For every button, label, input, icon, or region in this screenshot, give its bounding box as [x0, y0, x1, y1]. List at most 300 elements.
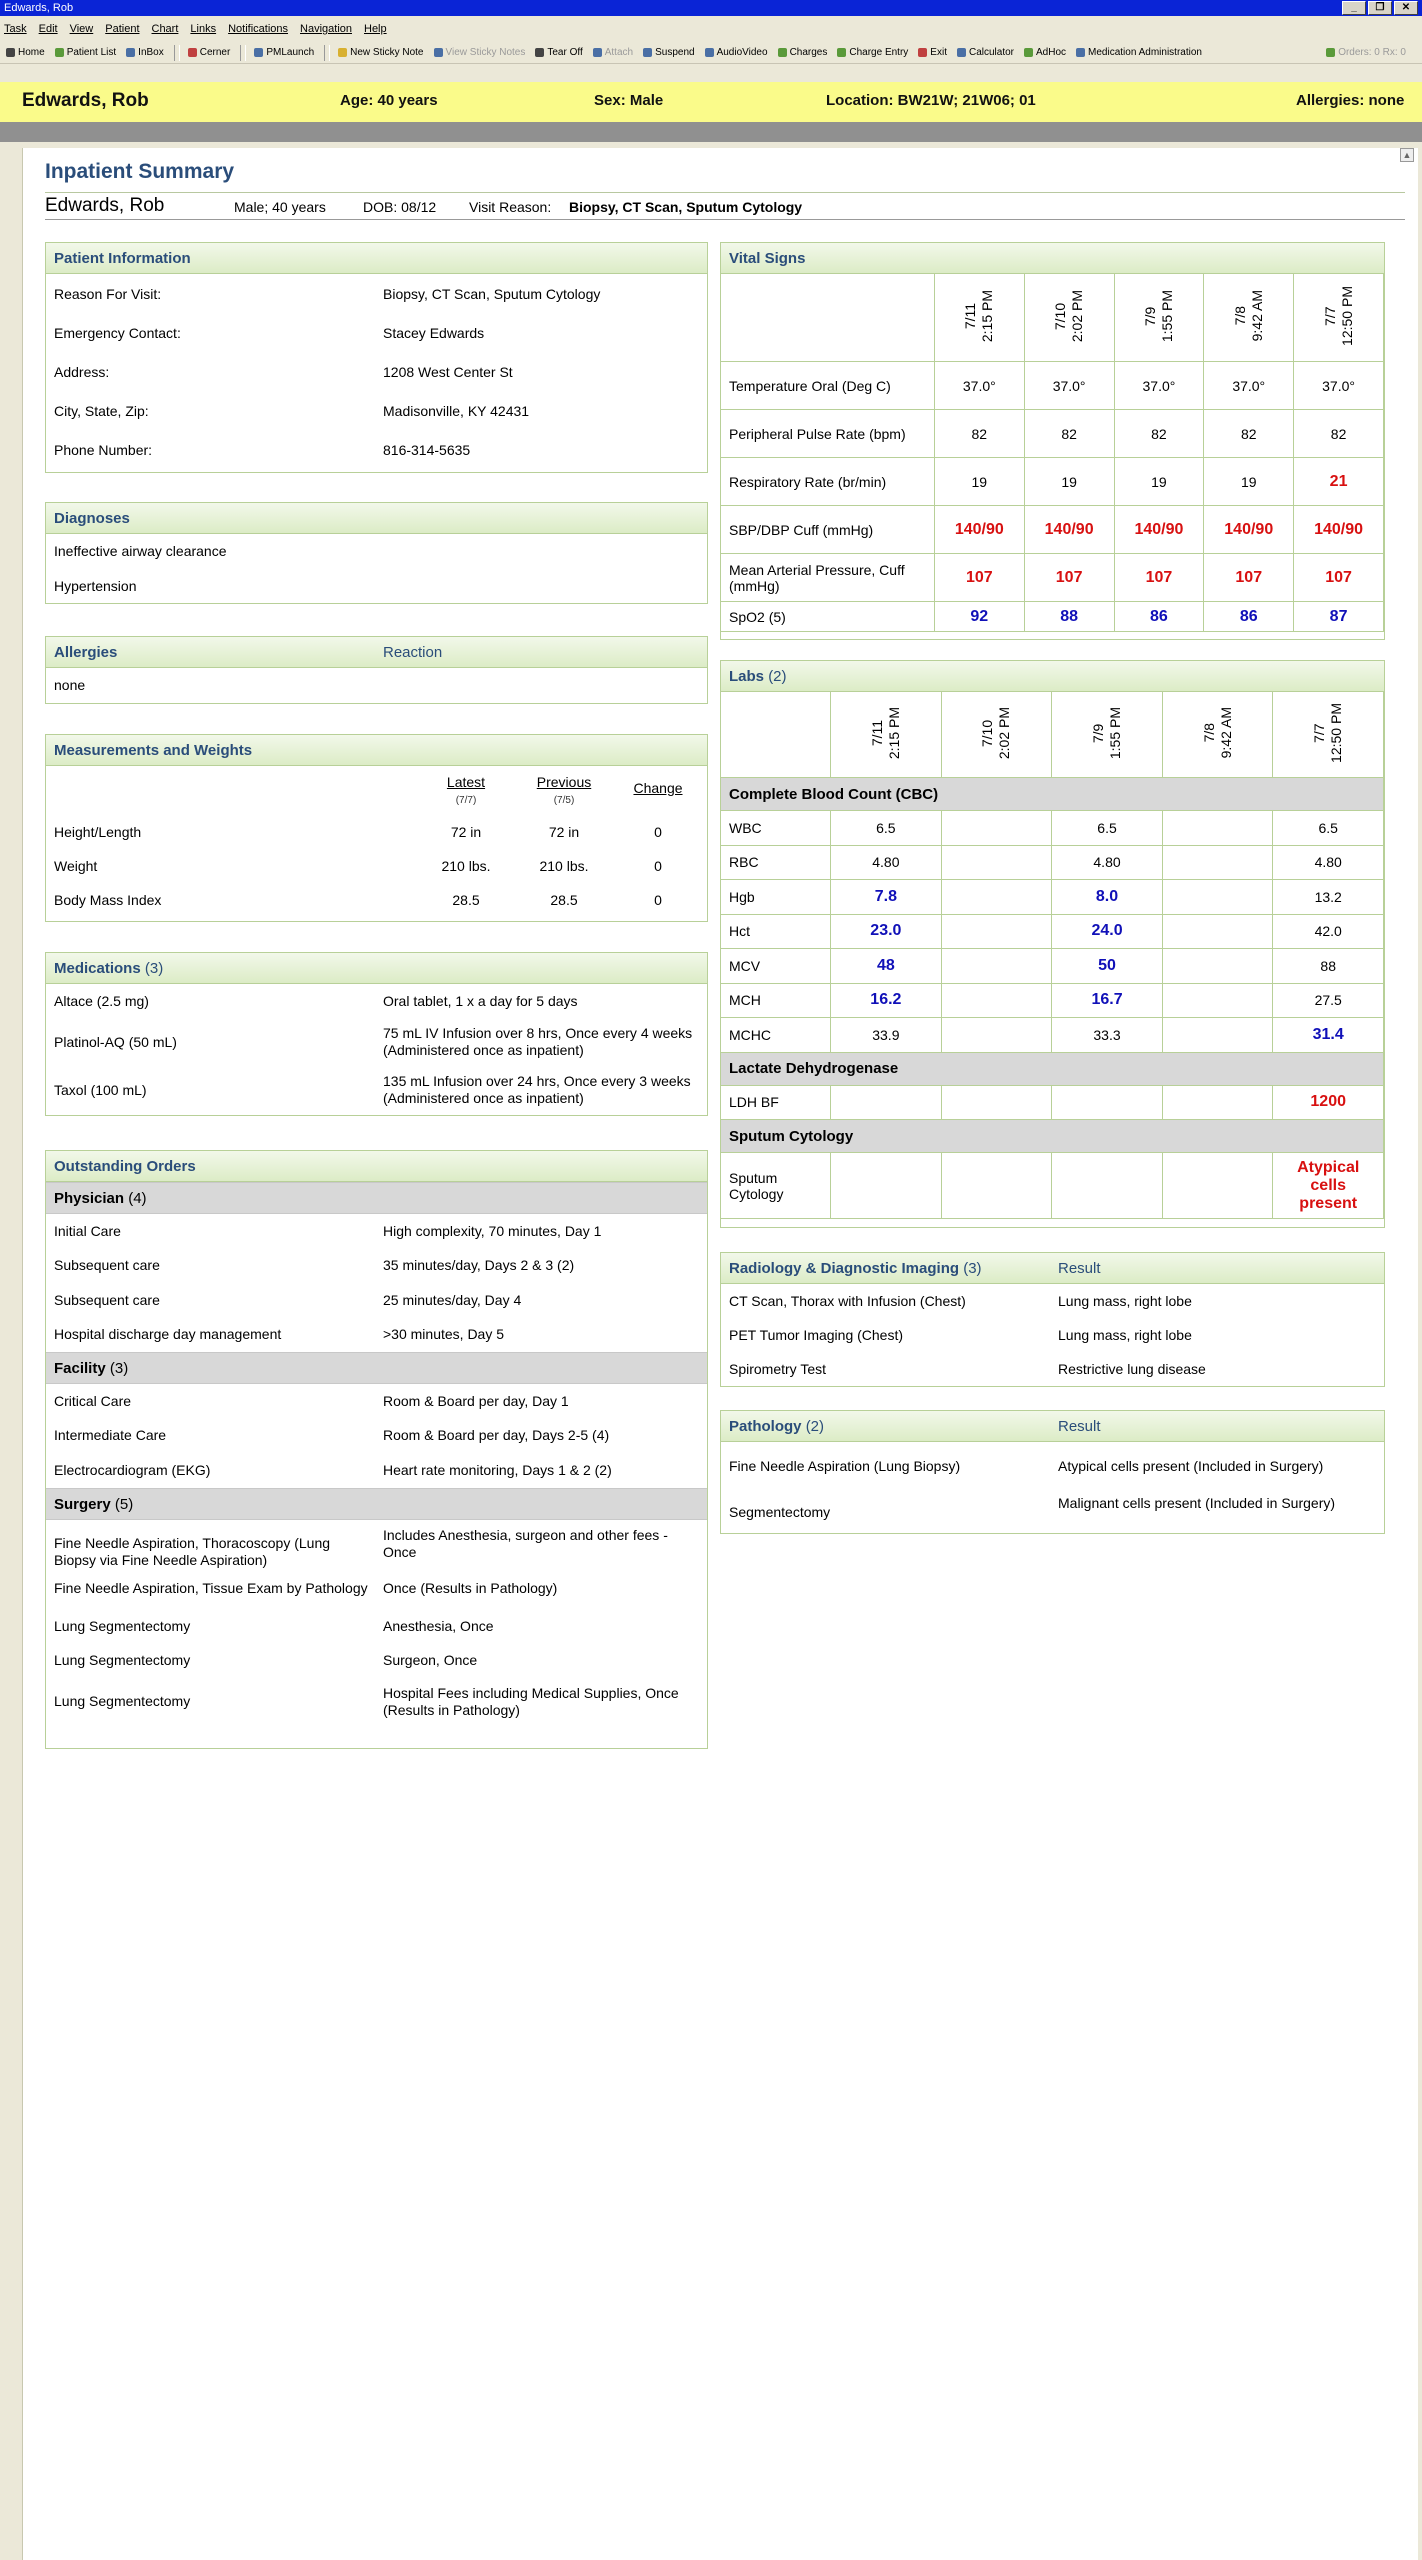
- labs-value: [1162, 914, 1273, 949]
- radiology-title: Radiology & Diagnostic Imaging: [729, 1260, 960, 1277]
- toolbar-label: InBox: [138, 47, 164, 58]
- labs-group-name: Lactate Dehydrogenase: [721, 1052, 1384, 1085]
- allergy-row: [46, 668, 707, 703]
- sticky-note-icon: [338, 48, 347, 57]
- labs-corner: [721, 692, 831, 778]
- medications-header: [46, 953, 707, 984]
- order-label: Intermediate Care: [54, 1427, 167, 1444]
- labs-value: [1052, 1153, 1163, 1219]
- order-value: >30 minutes, Day 5: [383, 1326, 505, 1343]
- order-group-count: (4): [128, 1190, 147, 1207]
- pathology-value: Malignant cells present (Included in Surgery): [1058, 1495, 1336, 1511]
- pmlaunch-button[interactable]: [254, 47, 314, 58]
- labs-time: 9:42 AM: [1217, 707, 1234, 759]
- menu-view[interactable]: View: [69, 23, 94, 35]
- toolbar-label: Charge Entry: [849, 47, 909, 58]
- outstanding-orders-header: Outstanding Orders: [46, 1151, 707, 1182]
- pathology-label: Fine Needle Aspiration (Lung Biopsy): [729, 1457, 961, 1474]
- diagnosis-row: [46, 569, 707, 604]
- labs-label: Sputum Cytology: [721, 1153, 831, 1219]
- vitals-value: 37.0°: [1204, 362, 1294, 410]
- radiology-panel: [720, 1252, 1385, 1387]
- menu-chart[interactable]: Chart: [151, 23, 179, 35]
- order-group-name: Physician: [54, 1190, 125, 1207]
- menu-navigation[interactable]: Navigation: [300, 23, 352, 35]
- audio-video-button[interactable]: [705, 47, 768, 58]
- labs-date-label: [869, 707, 903, 759]
- menu-edit[interactable]: Edit: [38, 23, 58, 35]
- patient-information-header: Patient Information: [46, 243, 707, 274]
- measurement-value: 0: [654, 824, 662, 840]
- window-title-bar: [0, 0, 1422, 16]
- measurement-value: 28.5: [550, 892, 578, 908]
- labs-date-header: [831, 692, 942, 778]
- labs-label: LDH BF: [721, 1085, 831, 1120]
- measurement-value: 72 in: [548, 824, 580, 840]
- patient-info-label: City, State, Zip:: [54, 403, 149, 419]
- order-row: [46, 1283, 707, 1318]
- vitals-value: 37.0°: [1024, 362, 1114, 410]
- medications-count: (3): [144, 960, 164, 977]
- labs-value: [1162, 1018, 1273, 1053]
- radiology-row: [721, 1318, 1384, 1352]
- vitals-date: 7/11: [962, 302, 979, 330]
- vitals-date: 7/8: [1231, 306, 1248, 326]
- vitals-value: 37.0°: [1114, 362, 1204, 410]
- vitals-time: 9:42 AM: [1248, 290, 1265, 342]
- vitals-label: SpO2 (5): [721, 602, 934, 632]
- sticky-note-button[interactable]: [338, 47, 423, 58]
- labs-value: 48: [831, 949, 942, 984]
- allergies-header: [46, 637, 707, 668]
- latest-header: Latest: [446, 774, 486, 790]
- vitals-row: [721, 506, 1384, 554]
- order-row: [46, 1520, 707, 1568]
- labs-group-name: Complete Blood Count (CBC): [721, 778, 1384, 811]
- order-value: Includes Anesthesia, surgeon and other fees - Once: [383, 1526, 668, 1560]
- medications-panel: [45, 952, 708, 1116]
- vitals-row: [721, 410, 1384, 458]
- banner-location: Location: BW21W; 21W06; 01: [826, 92, 1036, 109]
- vitals-label: Temperature Oral (Deg C): [721, 362, 934, 410]
- labs-time: 12:50 PM: [1328, 703, 1345, 763]
- patient-info-label: Reason For Visit:: [54, 285, 162, 302]
- vitals-value: 82: [1024, 410, 1114, 458]
- patient-info-value: Madisonville, KY 42431: [383, 403, 530, 419]
- vitals-date-label: [1142, 290, 1176, 342]
- measurement-value: 210 lbs.: [441, 858, 491, 874]
- labs-value: [941, 983, 1052, 1018]
- order-row: [46, 1644, 707, 1678]
- labs-date-label: [1201, 707, 1235, 758]
- order-value: Once (Results in Pathology): [383, 1580, 558, 1596]
- measurement-value: 0: [654, 892, 662, 908]
- cerner-icon: [188, 48, 197, 57]
- summary-demographics: Male; 40 years: [234, 199, 326, 215]
- order-value: Heart rate monitoring, Days 1 & 2 (2): [383, 1461, 612, 1478]
- labs-value: [831, 1085, 942, 1120]
- vitals-value: 92: [934, 602, 1024, 632]
- labs-date: 7/7: [1311, 723, 1328, 743]
- vitals-date-label: [962, 290, 996, 342]
- vitals-value: 107: [1114, 554, 1204, 602]
- vitals-corner: [721, 274, 934, 362]
- toolbar-label: Patient List: [66, 47, 117, 58]
- labs-value: 16.2: [831, 983, 942, 1018]
- measurement-row: [46, 884, 707, 918]
- medication-row: [46, 1018, 707, 1066]
- inbox-icon: [126, 48, 135, 57]
- labs-date-row: [721, 692, 1384, 778]
- adhoc-button[interactable]: [1024, 47, 1066, 58]
- vitals-value: 88: [1024, 602, 1114, 632]
- labs-row: [721, 1153, 1384, 1219]
- window-title: Edwards, Rob: [4, 2, 74, 14]
- patient-summary-line: [45, 192, 1405, 220]
- labs-value: 7.8: [831, 880, 942, 915]
- home-icon: [6, 48, 15, 57]
- scroll-up-icon[interactable]: ▲: [1400, 148, 1414, 162]
- labs-row: [721, 914, 1384, 949]
- labs-value: [1052, 1085, 1163, 1120]
- calculator-icon: [957, 48, 966, 57]
- order-label: Lung Segmentectomy: [54, 1618, 191, 1634]
- order-group-facility: [46, 1352, 707, 1384]
- vitals-value: 107: [1204, 554, 1294, 602]
- suspend-button[interactable]: [643, 47, 694, 58]
- labs-value: 8.0: [1052, 880, 1163, 915]
- measurement-value: 0: [654, 858, 662, 874]
- toolbar-label: Home: [18, 47, 45, 58]
- vitals-date: 7/7: [1321, 306, 1338, 326]
- patient-info-value: 816-314-5635: [383, 442, 471, 458]
- pathology-value: Atypical cells present (Included in Surgery): [1058, 1457, 1324, 1474]
- labs-time: 2:15 PM: [885, 706, 902, 760]
- vitals-date-row: [721, 274, 1384, 362]
- labs-count: (2): [768, 668, 787, 685]
- order-value: Anesthesia, Once: [383, 1618, 494, 1634]
- suspend-icon: [643, 48, 652, 57]
- vitals-value: 21: [1294, 458, 1384, 506]
- vital-signs-header: Vital Signs: [721, 243, 1384, 274]
- diagnosis-label: Ineffective airway clearance: [54, 543, 227, 559]
- medication-label: Altace (2.5 mg): [54, 992, 149, 1009]
- vitals-value: 82: [1114, 410, 1204, 458]
- vitals-value: 82: [934, 410, 1024, 458]
- medication-administration-button[interactable]: [1076, 47, 1202, 58]
- labs-row: [721, 880, 1384, 915]
- labs-value: [1162, 880, 1273, 915]
- medication-row: [46, 1066, 707, 1114]
- diagnoses-panel: [45, 502, 708, 604]
- menu-notifications[interactable]: Notifications: [228, 23, 289, 35]
- labs-row: [721, 1018, 1384, 1053]
- inbox-button[interactable]: [126, 47, 164, 58]
- labs-date-label: [1090, 707, 1124, 759]
- vitals-row: [721, 602, 1384, 632]
- radiology-header: [721, 1253, 1384, 1284]
- pathology-row: [721, 1442, 1384, 1490]
- view-sticky-notes-button[interactable]: [434, 47, 526, 58]
- vitals-time: 2:15 PM: [979, 289, 996, 343]
- allergy-label: none: [54, 677, 86, 693]
- order-value: 25 minutes/day, Day 4: [383, 1291, 522, 1308]
- outstanding-orders-panel: [45, 1150, 708, 1749]
- toolbar-label: New Sticky Note: [350, 47, 424, 58]
- labs-value: [941, 1085, 1052, 1120]
- labs-value: 23.0: [831, 914, 942, 949]
- measurement-value: 28.5: [452, 892, 480, 908]
- medication-label: Taxol (100 mL): [54, 1081, 147, 1098]
- summary-content[interactable]: [22, 148, 1418, 2560]
- order-row: [46, 1453, 707, 1488]
- medication-row: [46, 984, 707, 1018]
- banner-divider: [0, 122, 1422, 142]
- vitals-value: 140/90: [1204, 506, 1294, 554]
- labs-value: 13.2: [1273, 880, 1384, 915]
- allergies-reaction-header: Reaction: [383, 644, 443, 661]
- calculator-button[interactable]: [957, 47, 1014, 58]
- vitals-label: Peripheral Pulse Rate (bpm): [721, 410, 934, 458]
- labs-value: [1162, 845, 1273, 880]
- vitals-value: 37.0°: [1294, 362, 1384, 410]
- radiology-value: Lung mass, right lobe: [1058, 1326, 1192, 1343]
- labs-row: [721, 845, 1384, 880]
- vital-signs-table: [721, 273, 1384, 632]
- measurement-row: [46, 816, 707, 850]
- toolbar-separator: [174, 45, 180, 61]
- patient-info-value: Biopsy, CT Scan, Sputum Cytology: [383, 285, 601, 302]
- order-row: [46, 1318, 707, 1353]
- labs-value: 1200: [1273, 1085, 1384, 1120]
- patient-info-label: Address:: [54, 364, 110, 380]
- labs-date-header: [941, 692, 1052, 778]
- toolbar-label: Medication Administration: [1088, 47, 1202, 58]
- attach-button[interactable]: [593, 47, 633, 58]
- vitals-date-header: [1294, 274, 1384, 362]
- medication-value: Oral tablet, 1 x a day for 5 days: [383, 992, 578, 1009]
- allergies-panel: [45, 636, 708, 704]
- exit-button[interactable]: [918, 47, 947, 58]
- labs-label: RBC: [721, 845, 831, 880]
- order-group-rows: [46, 1214, 707, 1352]
- radiology-label: PET Tumor Imaging (Chest): [729, 1326, 904, 1343]
- menu-task[interactable]: Task: [4, 23, 27, 35]
- labs-date-label: [1311, 703, 1345, 763]
- orders-count-label: Orders: 0 Rx: 0: [1338, 47, 1406, 58]
- banner-sex: Sex: Male: [594, 92, 664, 109]
- diagnosis-label: Hypertension: [54, 578, 137, 594]
- restore-button[interactable]: ❐: [1368, 1, 1392, 15]
- toolbar-label: Suspend: [655, 47, 695, 58]
- labs-value: [1162, 949, 1273, 984]
- order-row: [46, 1678, 707, 1726]
- toolbar-separator: [324, 45, 330, 61]
- toolbar-label: View Sticky Notes: [445, 47, 526, 58]
- labs-date-label: [979, 707, 1013, 759]
- labs-value: [941, 811, 1052, 846]
- labs-date-header: [1162, 692, 1273, 778]
- toolbar-separator: [240, 45, 246, 61]
- charge-entry-icon: [837, 48, 846, 57]
- toolbar-label: Attach: [604, 47, 634, 58]
- menu-patient[interactable]: Patient: [105, 23, 140, 35]
- order-value: Room & Board per day, Days 2-5 (4): [383, 1427, 610, 1444]
- measurement-row: [46, 850, 707, 884]
- home-button[interactable]: [6, 47, 45, 58]
- order-label: Subsequent care: [54, 1257, 160, 1274]
- order-label: Fine Needle Aspiration, Tissue Exam by Pathology: [54, 1580, 368, 1596]
- allergies-title: Allergies: [54, 644, 118, 661]
- pathology-row: [721, 1490, 1384, 1534]
- patient-list-button[interactable]: [55, 47, 116, 58]
- labs-group-name: Sputum Cytology: [721, 1120, 1384, 1153]
- charge-entry-button[interactable]: [837, 47, 908, 58]
- labs-value: 33.3: [1052, 1018, 1163, 1053]
- order-value: Hospital Fees including Medical Supplies, Once (Results in Pathology): [383, 1684, 679, 1718]
- vitals-label: SBP/DBP Cuff (mmHg): [721, 506, 934, 554]
- labs-value: [1162, 1153, 1273, 1219]
- patient-info-row: [46, 392, 707, 431]
- radiology-label: Spirometry Test: [729, 1360, 826, 1377]
- patient-info-row: [46, 353, 707, 392]
- labs-header: [721, 661, 1384, 692]
- summary-visit-label: Visit Reason:: [469, 199, 552, 215]
- toolbar-label: Calculator: [968, 47, 1014, 58]
- order-value: High complexity, 70 minutes, Day 1: [383, 1222, 602, 1239]
- labs-group-row: [721, 778, 1384, 811]
- order-row: [46, 1419, 707, 1454]
- order-group-count: (5): [114, 1495, 134, 1513]
- labs-label: MCHC: [721, 1018, 831, 1053]
- vitals-value: 86: [1114, 602, 1204, 632]
- vitals-value: 82: [1204, 410, 1294, 458]
- measurements-panel: [45, 734, 708, 922]
- page-title: Inpatient Summary: [45, 160, 235, 183]
- pathology-result-header: Result: [1058, 1418, 1101, 1435]
- order-row: [46, 1384, 707, 1419]
- labs-group-row: [721, 1052, 1384, 1085]
- order-row: [46, 1568, 707, 1610]
- attach-icon: [593, 48, 602, 57]
- charges-button[interactable]: [778, 47, 828, 58]
- vitals-date-label: [1322, 286, 1356, 346]
- labs-value: 24.0: [1052, 914, 1163, 949]
- banner-allergies: Allergies: none: [1296, 92, 1405, 109]
- vitals-date-header: [1204, 274, 1294, 362]
- vitals-value: 140/90: [1024, 506, 1114, 554]
- vitals-value: 37.0°: [934, 362, 1024, 410]
- vitals-time: 12:50 PM: [1338, 286, 1355, 346]
- tear-off-icon: [535, 48, 544, 57]
- order-label: Initial Care: [54, 1222, 121, 1239]
- order-label: Lung Segmentectomy: [54, 1693, 191, 1709]
- order-group-name: Surgery: [54, 1495, 111, 1513]
- vitals-value: 19: [934, 458, 1024, 506]
- order-value: 35 minutes/day, Days 2 & 3 (2): [383, 1257, 575, 1274]
- vitals-date-header: [1024, 274, 1114, 362]
- vitals-date: 7/10: [1052, 302, 1069, 330]
- order-row: [46, 1249, 707, 1284]
- labs-value: 4.80: [1052, 845, 1163, 880]
- view-sticky-notes-icon: [434, 48, 443, 57]
- close-button[interactable]: ✕: [1394, 1, 1418, 15]
- radiology-row: [721, 1352, 1384, 1386]
- medication-administration-icon: [1076, 48, 1085, 57]
- vitals-time: 2:02 PM: [1069, 289, 1086, 343]
- patient-info-label: Emergency Contact:: [54, 325, 181, 341]
- order-value: Surgeon, Once: [383, 1652, 478, 1668]
- measurement-value: 72 in: [450, 824, 482, 840]
- orders-icon: [1326, 48, 1335, 57]
- vitals-value: 19: [1204, 458, 1294, 506]
- radiology-result-header: Result: [1058, 1260, 1101, 1277]
- vitals-value: 87: [1294, 602, 1384, 632]
- vitals-value: 140/90: [934, 506, 1024, 554]
- cerner-button[interactable]: [188, 47, 231, 58]
- labs-label: WBC: [721, 811, 831, 846]
- vitals-date-header: [934, 274, 1024, 362]
- labs-value: [941, 845, 1052, 880]
- change-header: Change: [633, 780, 683, 796]
- vitals-value: 19: [1024, 458, 1114, 506]
- vitals-row: [721, 554, 1384, 602]
- vitals-value: 107: [934, 554, 1024, 602]
- pathology-header: [721, 1411, 1384, 1442]
- order-label: Fine Needle Aspiration, Thoracoscopy (Lung Biopsy via Fine Needle Aspiration): [54, 1535, 331, 1568]
- labs-row: [721, 1085, 1384, 1120]
- toolbar-label: Tear Off: [547, 47, 583, 58]
- order-label: Electrocardiogram (EKG): [54, 1461, 211, 1478]
- vitals-value: 140/90: [1114, 506, 1204, 554]
- labs-panel: [720, 660, 1385, 1228]
- labs-value: 16.7: [1052, 983, 1163, 1018]
- order-label: Subsequent care: [54, 1291, 160, 1308]
- radiology-value: Lung mass, right lobe: [1058, 1292, 1192, 1309]
- pathology-label: Segmentectomy: [729, 1503, 831, 1520]
- labs-value: 27.5: [1273, 983, 1384, 1018]
- labs-value: [1162, 811, 1273, 846]
- summary-patient-name: Edwards, Rob: [45, 195, 165, 216]
- audio-video-icon: [705, 48, 714, 57]
- toolbar-label: AdHoc: [1036, 47, 1067, 58]
- measurement-value: 210 lbs.: [539, 858, 589, 874]
- menu-help[interactable]: Help: [364, 23, 387, 35]
- vitals-row: [721, 362, 1384, 410]
- order-row: [46, 1610, 707, 1644]
- labs-value: 33.9: [831, 1018, 942, 1053]
- labs-value: 4.80: [1273, 845, 1384, 880]
- labs-value: [831, 1153, 942, 1219]
- vitals-value: 140/90: [1294, 506, 1384, 554]
- tear-off-button[interactable]: [535, 47, 582, 58]
- order-group-rows: [46, 1520, 707, 1726]
- labs-date: 7/10: [979, 719, 996, 747]
- menu-links[interactable]: Links: [190, 23, 217, 35]
- labs-value: [941, 914, 1052, 949]
- medication-value: 75 mL IV Infusion over 8 hrs, Once every 4 weeks (Administered once as inpatient): [383, 1025, 693, 1058]
- minimize-button[interactable]: _: [1342, 1, 1366, 15]
- labs-label: Hgb: [721, 880, 831, 915]
- measurement-label: Weight: [54, 858, 98, 874]
- order-value: Room & Board per day, Day 1: [383, 1392, 569, 1409]
- labs-title: Labs: [729, 668, 765, 685]
- toolbar-label: AudioVideo: [716, 47, 768, 58]
- labs-date: 7/11: [868, 719, 885, 747]
- labs-value: 42.0: [1273, 914, 1384, 949]
- labs-label: Hct: [721, 914, 831, 949]
- orders-counter[interactable]: [1326, 47, 1406, 58]
